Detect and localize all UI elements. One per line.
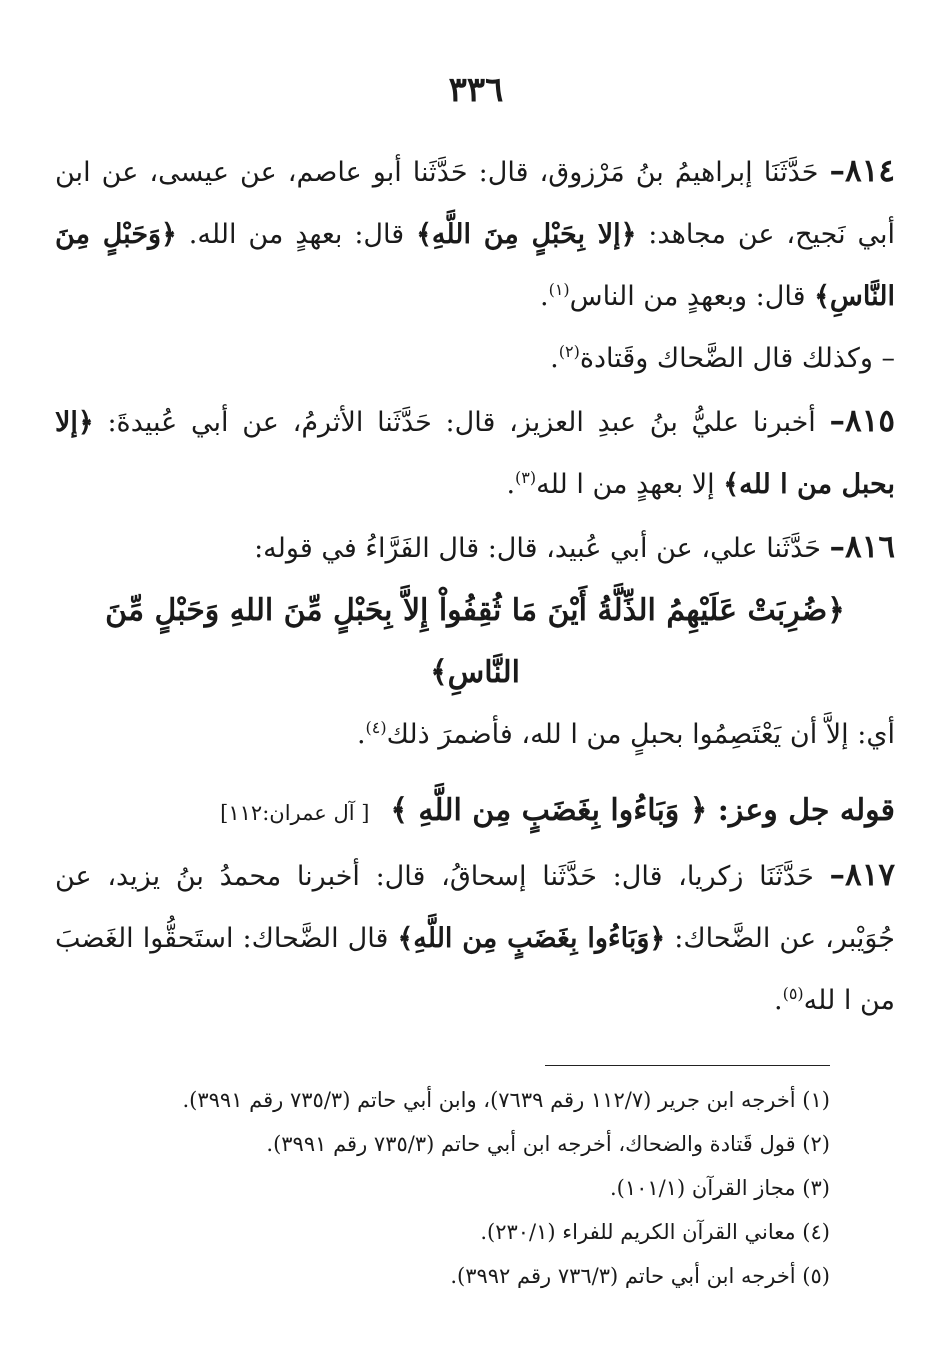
entry-text: – وكذلك قال الضَّحاك وقَتادة <box>579 343 895 374</box>
entry-number: ٨١٥– <box>829 403 895 439</box>
page-number: ٣٣٦ <box>448 70 504 110</box>
footnote-ref: (٥) <box>782 984 804 1003</box>
heading-verse: ﴿ وَبَاءُوا بِغَضَبٍ مِن اللَّهِ ﴾ <box>390 793 708 828</box>
entry-text: قال: وبعهدٍ من الناس <box>569 281 815 312</box>
entry-end: . <box>550 343 559 374</box>
quran-quote: ﴿إلا بحبل من ا لله﴾ <box>55 407 895 500</box>
footnote-ref: (١) <box>548 280 570 299</box>
entry-text: أخبرنا عليُّ بنُ عبدِ العزيز، قال: حَدَّثَنا الأثرمُ، عن أبي عُبيدةَ: <box>93 407 830 438</box>
quran-verse: ﴿ضُرِبَتْ عَلَيْهِمُ الذِّلَّةُ أَيْنَ مَا ثُقِفُواْ إِلاَّ بِحَبْلٍ مِّنَ اللهِ وَحَبْلٍ مِّنَ النَّاسِ﴾ <box>105 593 845 690</box>
entry-end: . <box>539 281 549 312</box>
entry-end: . <box>773 985 783 1016</box>
surah-reference: [ آل عمران:١١٢] <box>220 801 370 825</box>
footnote-ref: (٤) <box>365 718 387 737</box>
entry-814-note <box>55 328 895 390</box>
footnote-1: (١) أخرجه ابن جرير (١١٢/٧ رقم ٧٦٣٩)، وابن أبي حاتم (٧٣٥/٣ رقم ٣٩٩١). <box>182 1088 830 1112</box>
entry-text: حَدَّثَنَا زكريا، قال: حَدَّثَنا إسحاقُ، قال: أخبرنا محمدُ بنُ يزيد، عن جُوَيْبر، عن الضَّحاك: <box>55 861 895 954</box>
footnote-ref: (٢) <box>558 342 580 361</box>
quran-quote: ﴿وَبَاءُوا بِغَضَبٍ مِن اللَّهِ﴾ <box>397 923 666 954</box>
entry-end: . <box>506 469 516 500</box>
footnote-2: (٢) قول قَتادة والضحاك، أخرجه ابن أبي حاتم (٧٣٥/٣ رقم ٣٩٩١). <box>266 1132 830 1156</box>
entry-816 <box>55 516 895 766</box>
entry-815 <box>55 390 895 516</box>
entry-text: إلا بعهدٍ من ا لله <box>536 469 724 500</box>
quran-quote: ﴿إلا بِحَبْلٍ مِنَ اللَّهِ﴾ <box>416 219 637 250</box>
quran-quote: ﴿وَحَبْلٍ مِنَ النَّاسِ﴾ <box>55 219 895 312</box>
entry-number: ٨١٤– <box>829 153 895 189</box>
footnote-3: (٣) مجاز القرآن (١٠١/١). <box>609 1176 830 1200</box>
footnote-separator <box>545 1065 830 1066</box>
main-text <box>55 140 895 1032</box>
entry-814 <box>55 140 895 328</box>
footnote-4: (٤) معاني القرآن الكريم للفراء (٢٣٠/١). <box>480 1220 830 1244</box>
entry-text: أي: إلاَّ أن يَعْتَصِمُوا بحبلٍ من ا لله، فأضمرَ ذلك <box>386 719 895 750</box>
entry-text: قال الضَّحاك: استَحقُّوا الغَضبَ من ا لله <box>55 923 895 1016</box>
footnotes <box>100 1078 830 1298</box>
section-heading <box>55 780 895 844</box>
entry-text: حَدَّثَنا علي، عن أبي عُبيد، قال: قال الفَرَّاءُ في قوله: <box>254 533 830 564</box>
entry-text: حَدَّثَنَا إبراهيمُ بنُ مَرْزوق، قال: حَدَّثَنا أبو عاصم، عن عيسى، عن ابن أبي نَجيح، عن مجاهد: <box>55 157 896 250</box>
entry-817 <box>55 844 895 1032</box>
entry-end: . <box>356 719 366 750</box>
entry-number: ٨١٦– <box>829 529 895 565</box>
footnote-5: (٥) أخرجه ابن أبي حاتم (٧٣٦/٣ رقم ٣٩٩٢). <box>450 1264 830 1288</box>
entry-number: ٨١٧– <box>829 857 895 893</box>
entry-text: قال: بعهدٍ من الله. <box>176 219 417 250</box>
footnote-ref: (٣) <box>515 468 537 487</box>
heading-label: قوله جل وعز: <box>707 793 895 828</box>
